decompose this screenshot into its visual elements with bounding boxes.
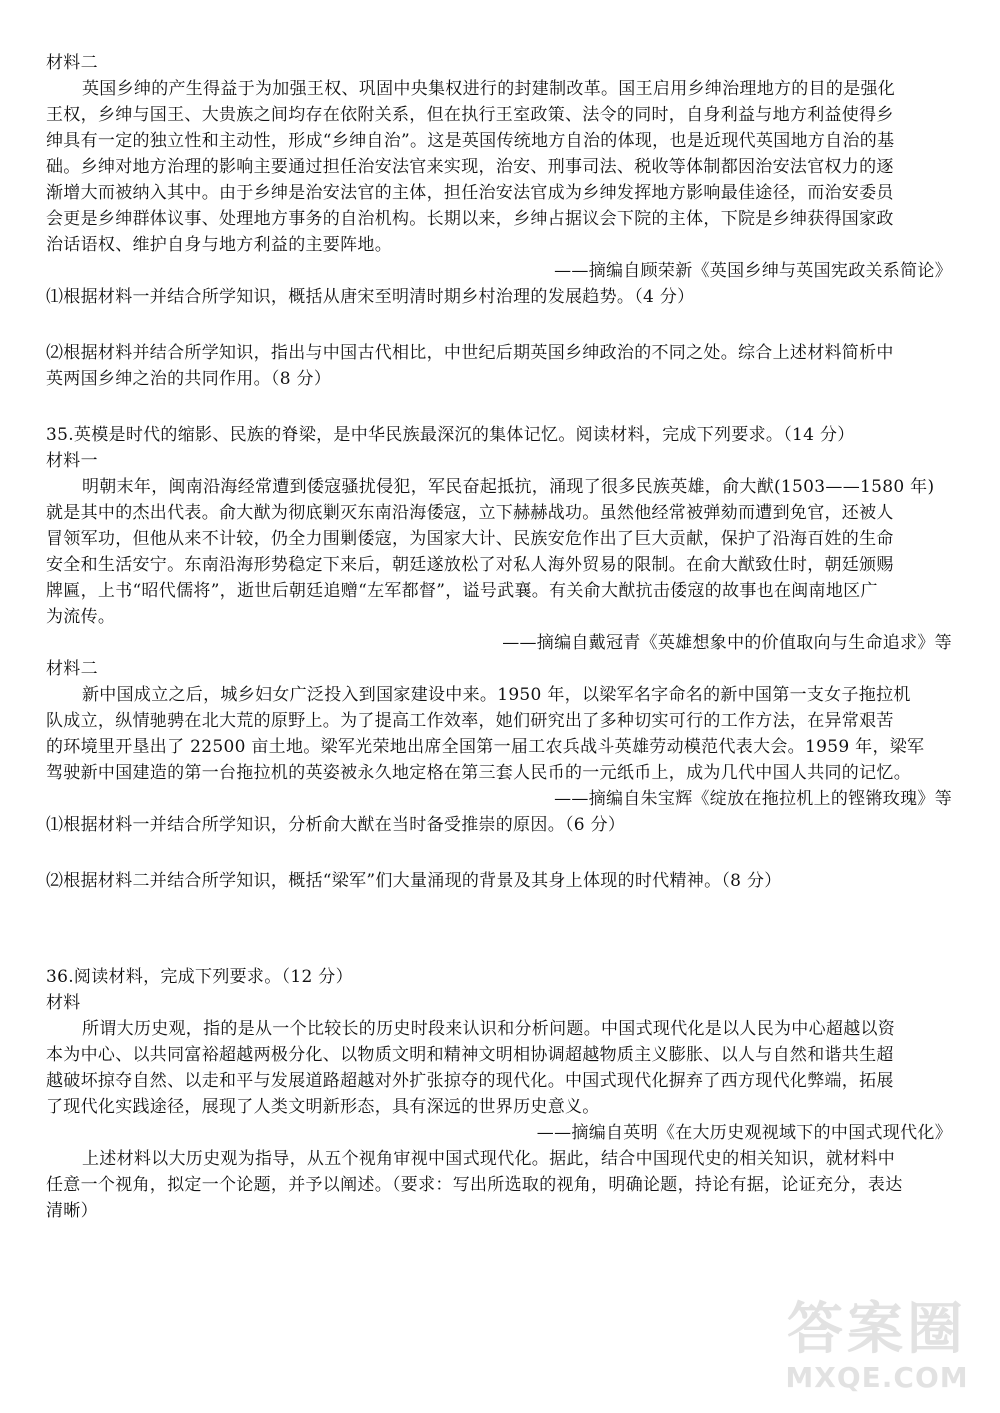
- paragraph-line: 明朝末年，闽南沿海经常遭到倭寇骚扰侵犯，军民奋起抵抗，涌现了很多民族英雄，俞大猷(1503——1580 年): [82, 477, 935, 497]
- paragraph-line: 王权，乡绅与国王、大贵族之间均存在依附关系，但在执行王室政策、法令的同时，自身利益与地方利益使得乡: [46, 105, 894, 125]
- paragraph-line: 牌匾，上书“昭代儒将”，逝世后朝廷追赠“左军都督”，谥号武襄。有关俞大猷抗击倭寇的故事也在闽南地区广: [46, 581, 878, 601]
- task-line: 上述材料以大历史观为指导，从五个视角审视中国式现代化。据此，结合中国现代史的相关知识，就材料中: [82, 1149, 896, 1169]
- task-line: 任意一个视角，拟定一个论题，并予以阐述。（要求：写出所选取的视角，明确论题，持论有据，论证充分，表达: [46, 1175, 903, 1195]
- material-heading: 材料二: [46, 659, 98, 679]
- source-citation: ——摘编自朱宝辉《绽放在拖拉机上的铿锵玫瑰》等: [554, 789, 952, 809]
- source-citation: ——摘编自戴冠青《英雄想象中的价值取向与生命追求》等: [502, 633, 952, 653]
- paragraph-line: 会更是乡绅群体议事、处理地方事务的自治机构。长期以来，乡绅占据议会下院的主体，下院是乡绅获得国家政: [46, 209, 894, 229]
- question-34-2-cont: 英两国乡绅之治的共同作用。（8 分）: [46, 369, 332, 389]
- exam-page: [46, 50, 966, 1224]
- material-heading: 材料: [46, 993, 81, 1013]
- paragraph-line: 队成立，纵情驰骋在北大荒的原野上。为了提高工作效率，她们研究出了多种切实可行的工作方法，在异常艰苦: [46, 711, 894, 731]
- task-line: 清晰）: [46, 1201, 98, 1221]
- question-35-title: 35.英模是时代的缩影、民族的脊梁，是中华民族最深沉的集体记忆。阅读材料，完成下列要求。（14 分）: [46, 425, 855, 445]
- paragraph-line: 绅具有一定的独立性和主动性，形成“乡绅自治”。这是英国传统地方自治的体现，也是近现代英国地方自治的基: [46, 131, 895, 151]
- paragraph-line: 安全和生活安宁。东南沿海形势稳定下来后，朝廷遂放松了对私人海外贸易的限制。在俞大猷致仕时，朝廷颁赐: [46, 555, 894, 575]
- paragraph-line: 所谓大历史观，指的是从一个比较长的历史时段来认识和分析问题。中国式现代化是以人民为中心超越以资: [82, 1019, 896, 1039]
- watermark-logo: 答案圈: [787, 1297, 967, 1362]
- paragraph-line: 越破坏掠夺自然、以走和平与发展道路超越对外扩张掠夺的现代化。中国式现代化摒弃了西方现代化弊端，拓展: [46, 1071, 894, 1091]
- paragraph-line: 驾驶新中国建造的第一台拖拉机的英姿被永久地定格在第三套人民币的一元纸币上，成为几代中国人共同的记忆。: [46, 763, 911, 783]
- question-36-title: 36.阅读材料，完成下列要求。（12 分）: [46, 967, 353, 987]
- site-watermark: [772, 1297, 982, 1407]
- question-34-2: ⑵根据材料并结合所学知识，指出与中国古代相比，中世纪后期英国乡绅政治的不同之处。综合上述材料简析中: [46, 343, 894, 363]
- paragraph-line: 治话语权、维护自身与地方利益的主要阵地。: [46, 235, 392, 255]
- paragraph-line: 冒领军功，但他从来不计较，仍全力围剿倭寇，为国家大计、民族安危作出了巨大贡献，保护了沿海百姓的生命: [46, 529, 894, 549]
- source-citation: ——摘编自英明《在大历史观视域下的中国式现代化》: [536, 1123, 952, 1143]
- question-34-1: ⑴根据材料一并结合所学知识，概括从唐宋至明清时期乡村治理的发展趋势。（4 分）: [46, 287, 695, 307]
- paragraph-line: 就是其中的杰出代表。俞大猷为彻底剿灭东南沿海倭寇，立下赫赫战功。虽然他经常被弹劾而遭到免官，还被人: [46, 503, 894, 523]
- material-heading: 材料一: [46, 451, 98, 471]
- question-35-2: ⑵根据材料二并结合所学知识，概括“梁军”们大量涌现的背景及其身上体现的时代精神。（8 分）: [46, 871, 782, 891]
- paragraph-line: 新中国成立之后，城乡妇女广泛投入到国家建设中来。1950 年，以梁军名字命名的新中国第一支女子拖拉机: [82, 685, 911, 705]
- question-35-1: ⑴根据材料一并结合所学知识，分析俞大猷在当时备受推崇的原因。（6 分）: [46, 815, 626, 835]
- paragraph-line: 英国乡绅的产生得益于为加强王权、巩固中央集权进行的封建制改革。国王启用乡绅治理地方的目的是强化: [82, 79, 896, 99]
- material-heading: 材料二: [46, 53, 98, 73]
- paragraph-line: 为流传。: [46, 607, 116, 627]
- paragraph-line: 的环境里开垦出了 22500 亩土地。梁军光荣地出席全国第一届工农兵战斗英雄劳动模范代表大会。1959 年，梁军: [46, 737, 925, 757]
- paragraph-line: 渐增大而被纳入其中。由于乡绅是治安法官的主体，担任治安法官成为乡绅发挥地方影响最佳途径，而治安委员: [46, 183, 894, 203]
- source-citation: ——摘编自顾荣新《英国乡绅与英国宪政关系简论》: [554, 261, 952, 281]
- paragraph-line: 了现代化实践途径，展现了人类文明新形态，具有深远的世界历史意义。: [46, 1097, 600, 1117]
- paragraph-line: 本为中心、以共同富裕超越两极分化、以物质文明和精神文明相协调超越物质主义膨胀、以人与自然和谐共生超: [46, 1045, 894, 1065]
- paragraph-line: 础。乡绅对地方治理的影响主要通过担任治安法官来实现，治安、刑事司法、税收等体制都因治安法官权力的逐: [46, 157, 894, 177]
- watermark-url: MXQE.COM: [785, 1361, 969, 1394]
